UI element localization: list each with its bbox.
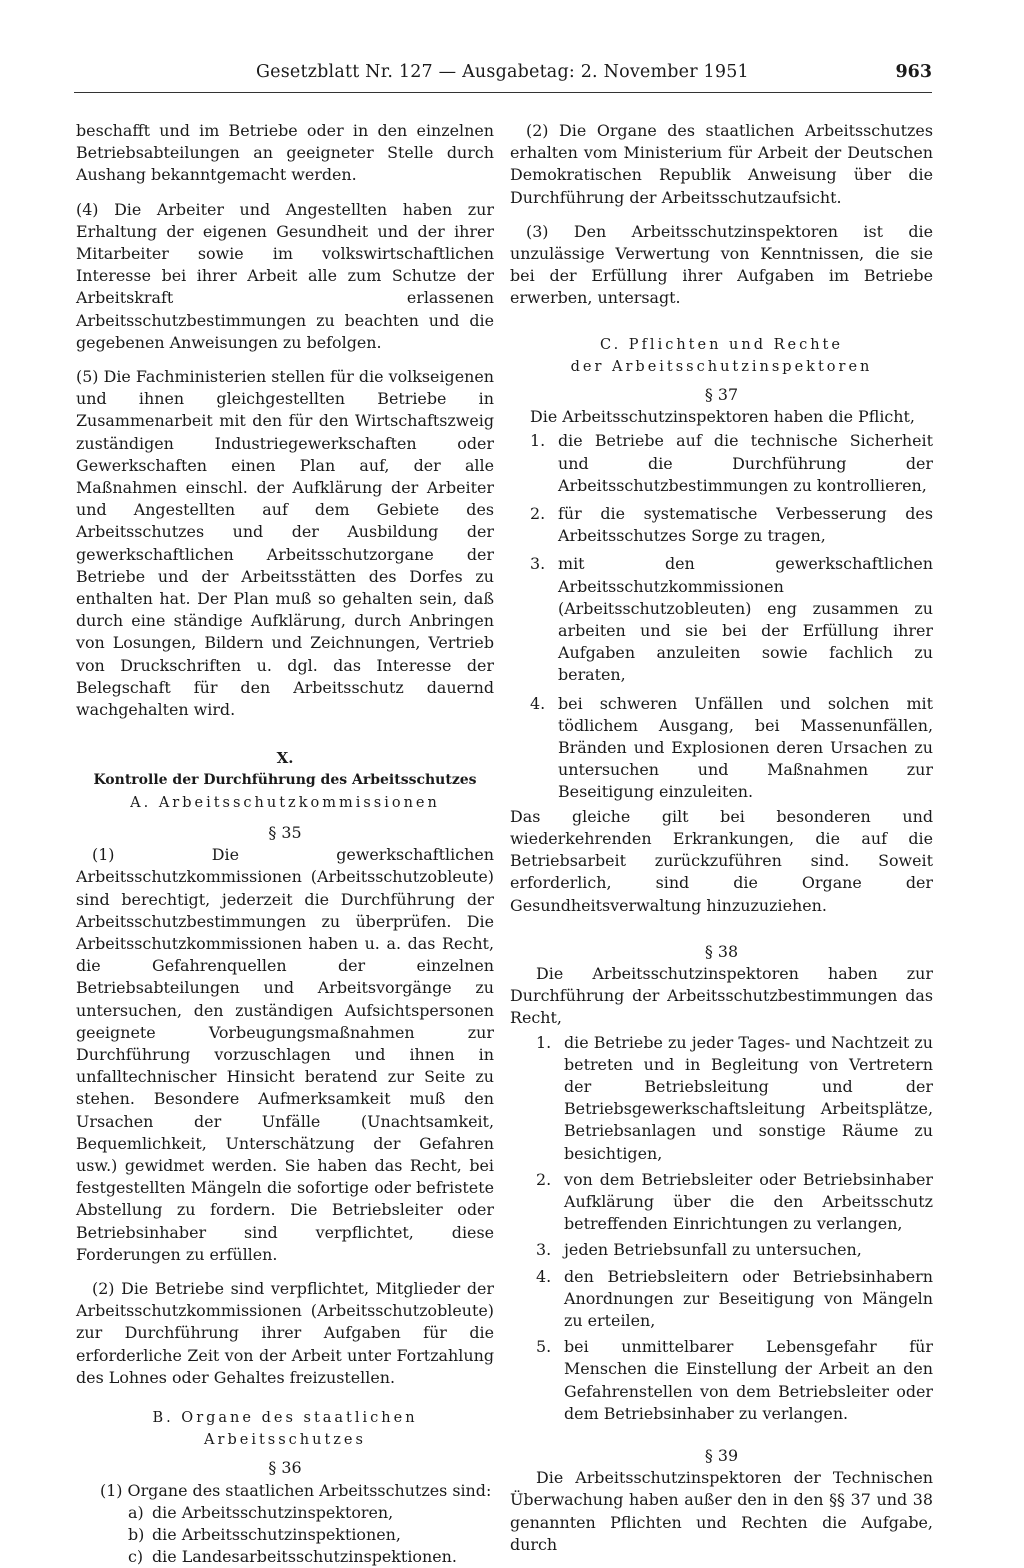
list-label: 2. <box>536 1169 552 1189</box>
list-label: 5. <box>536 1337 552 1357</box>
list-text: die Arbeitsschutzinspektoren, <box>152 1502 394 1522</box>
list-label: c) <box>128 1547 144 1567</box>
list-item <box>530 503 933 547</box>
page-number: 963 <box>895 62 932 82</box>
subheading-c-line1: C. Pflichten und Rechte <box>600 336 843 353</box>
section-36-list <box>128 1502 494 1568</box>
list-text: die Betriebe auf die technische Sicherheit und die Durchführung der Arbeitsschutzbestimmungen zu kontrollieren, <box>558 431 933 495</box>
subheading-b-line1: B. Organe des staatlichen <box>152 1409 418 1426</box>
section-38-list <box>536 1032 933 1425</box>
section-36-paragraph-3: (3) Den Arbeitsschutzinspektoren ist die unzulässige Verwertung von Kenntnissen, die sie bei der Erfüllung ihrer Aufgaben im Betriebe erwerben, untersagt. <box>510 221 933 308</box>
list-item <box>536 1032 933 1165</box>
list-item <box>128 1502 494 1524</box>
list-label: 3. <box>530 554 546 574</box>
section-37-list <box>530 430 933 803</box>
section-38-intro: Die Arbeitsschutzinspektoren haben zur Durchführung der Arbeitsschutzbestimmungen das Recht, <box>510 963 933 1028</box>
chapter-title: Kontrolle der Durchführung des Arbeitsschutzes <box>93 772 477 789</box>
list-item <box>128 1524 494 1546</box>
gazette-title: Gesetzblatt Nr. 127 — Ausgabetag: 2. November 1951 <box>256 62 749 82</box>
list-item <box>530 430 933 497</box>
list-text: die Landesarbeitsschutzinspektionen. <box>152 1547 457 1567</box>
list-text: bei unmittelbarer Lebensgefahr für Menschen die Einstellung der Arbeit an den Gefahrenstellen von dem Betriebsleiter oder dem Betriebsinhaber zu verlangen. <box>564 1337 933 1423</box>
list-text: jeden Betriebsunfall zu untersuchen, <box>564 1240 862 1260</box>
section-38-heading: § 38 <box>704 941 739 961</box>
list-item <box>530 553 933 686</box>
list-label: 4. <box>536 1266 552 1286</box>
list-item <box>536 1169 933 1236</box>
section-39-paragraph: Die Arbeitsschutzinspektoren der Technischen Überwachung haben außer den in den §§ 37 und 38 genannten Pflichten und Rechten die Aufgabe, durch <box>510 1468 933 1554</box>
list-label: 4. <box>530 693 546 713</box>
section-36-heading: § 36 <box>268 1458 302 1478</box>
chapter-number: X. <box>276 749 294 768</box>
list-label: 2. <box>530 504 546 524</box>
subheading-a: A. Arbeitsschutzkommissionen <box>130 794 440 811</box>
list-item <box>530 693 933 804</box>
list-label: 1. <box>536 1032 552 1052</box>
section-35-paragraph-1: (1) Die gewerkschaftlichen Arbeitsschutzkommissionen (Arbeitsschutzobleute) sind berechtigt, jederzeit die Durchführung der Arbeitsschutzbestimmungen zu überprüfen. Die Arbeitsschutzkommissionen haben u. a. das Recht, die Gefahrenquellen der einzelnen Betriebsabteilungen und Arbeitsvorgänge zu untersuchen, den zuständigen Aufsichtspersonen geeignete Vorbeugungsmaßnahmen zur Durchführung vorzuschlagen und ihnen in unfalltechnischer Hinsicht beratend zur Seite zu stehen. Besondere Aufmerksamkeit muß den Ursachen der Unfälle (Unachtsamkeit, Bequemlichkeit, Unterschätzung der Gefahren usw.) gewidmet werden. Sie haben das Recht, bei festgestellten Mängeln die sofortige oder befristete Abstellung zu fordern. Die Betriebsleiter oder Betriebsinhaber sind verpflichtet, diese Forderungen zu erfüllen. <box>76 845 494 1264</box>
left-column <box>76 120 494 1568</box>
subheading-b-line2: Arbeitsschutzes <box>204 1432 366 1449</box>
list-text: die Betriebe zu jeder Tages- und Nachtzeit zu betreten und in Begleitung von Vertretern der Betriebsleitung und der Betriebsgewerkschaftsleitung Arbeitsplätze, Betriebsanlagen und sonstige Räume zu besichtigen, <box>564 1032 933 1163</box>
list-label: 3. <box>536 1240 552 1260</box>
section-35-paragraph-2: (2) Die Betriebe sind verpflichtet, Mitglieder der Arbeitsschutzkommissionen (Arbeitsschutzobleute) zur Durchführung ihrer Aufgaben für die erforderliche Zeit von der Arbeit unter Fortzahlung des Lohnes oder Gehaltes freizustellen. <box>76 1278 494 1387</box>
section-37-heading: § 37 <box>704 385 739 405</box>
list-item <box>536 1239 933 1261</box>
list-text: mit den gewerkschaftlichen Arbeitsschutzkommissionen (Arbeitsschutzobleuten) eng zusammen zu arbeiten und sie bei der Erfüllung ihrer Aufgaben anzuleiten sowie fachlich zu beraten, <box>558 554 933 685</box>
section-37-outro: Das gleiche gilt bei besonderen und wiederkehrenden Erkrankungen, die auf die Betriebsarbeit zurückzuführen sind. Soweit erforderlich, sind die Organe der Gesundheitsverwaltung hinzuzuziehen. <box>510 806 933 915</box>
list-label: b) <box>128 1524 145 1544</box>
section-39-heading: § 39 <box>704 1445 739 1465</box>
list-text: von dem Betriebsleiter oder Betriebsinhaber Aufklärung über die den Arbeitsschutz betreffenden Einrichtungen zu verlangen, <box>564 1169 933 1234</box>
list-item <box>536 1266 933 1333</box>
section-37-intro: Die Arbeitsschutzinspektoren haben die Pflicht, <box>530 407 915 427</box>
section-35-heading: § 35 <box>268 822 302 842</box>
section-36-paragraph-1: (1) Organe des staatlichen Arbeitsschutzes sind: <box>100 1480 492 1500</box>
list-label: 1. <box>530 431 546 451</box>
section-36-paragraph-2: (2) Die Organe des staatlichen Arbeitsschutzes erhalten vom Ministerium für Arbeit der Deutschen Demokratischen Republik Anweisung über die Durchführung der Arbeitsschutzaufsicht. <box>510 121 933 207</box>
page-header <box>74 62 932 93</box>
list-item <box>128 1546 494 1568</box>
list-text: bei schweren Unfällen und solchen mit tödlichem Ausgang, bei Massenunfällen, Bränden und Explosionen deren Ursachen zu untersuchen und Maßnahmen zur Beseitigung einzuleiten. <box>558 693 933 802</box>
list-text: für die systematische Verbesserung des Arbeitsschutzes Sorge zu tragen, <box>558 504 933 546</box>
paragraph-intro: beschafft und im Betriebe oder in den einzelnen Betriebsabteilungen an geeigneter Stelle durch Aushang bekanntgemacht werden. <box>76 121 494 185</box>
paragraph-5: (5) Die Fachministerien stellen für die volkseigenen und ihnen gleichgestellten Betriebe in Zusammenarbeit mit den für den Wirtschaftszweig zuständigen Industriegewerkschaften oder Gewerkschaften einen Plan auf, der alle Maßnahmen einschl. der Aufklärung der Arbeiter und Angestellten auf dem Gebiete des Arbeitsschutzes und der Ausbildung der gewerkschaftlichen Arbeitsschutzorgane der Betriebe und der Arbeitsstätten des Dorfes zu enthalten hat. Der Plan muß so gehalten sein, daß durch eine ständige Aufklärung, durch Anbringen von Losungen, Bildern und Zeichnungen, Vertrieb von Druckschriften u. dgl. das Interesse der Belegschaft für den Arbeitsschutz dauernd wachgehalten wird. <box>76 367 494 720</box>
subheading-c-line2: der Arbeitsschutzinspektoren <box>570 358 873 375</box>
list-label: a) <box>128 1502 144 1522</box>
list-item <box>536 1336 933 1425</box>
list-text: die Arbeitsschutzinspektionen, <box>152 1524 401 1544</box>
paragraph-4: (4) Die Arbeiter und Angestellten haben zur Erhaltung der eigenen Gesundheit und der ihrer Mitarbeiter sowie im volkswirtschaftlichen Interesse bei ihrer Arbeit alle zum Schutze der Arbeitskraft erlassenen Arbeitsschutzbestimmungen zu beachten und die gegebenen Anweisungen zu befolgen. <box>76 199 494 352</box>
right-column <box>510 120 933 1568</box>
list-text: den Betriebsleitern oder Betriebsinhabern Anordnungen zur Beseitigung von Mängeln zu erteilen, <box>564 1266 933 1330</box>
